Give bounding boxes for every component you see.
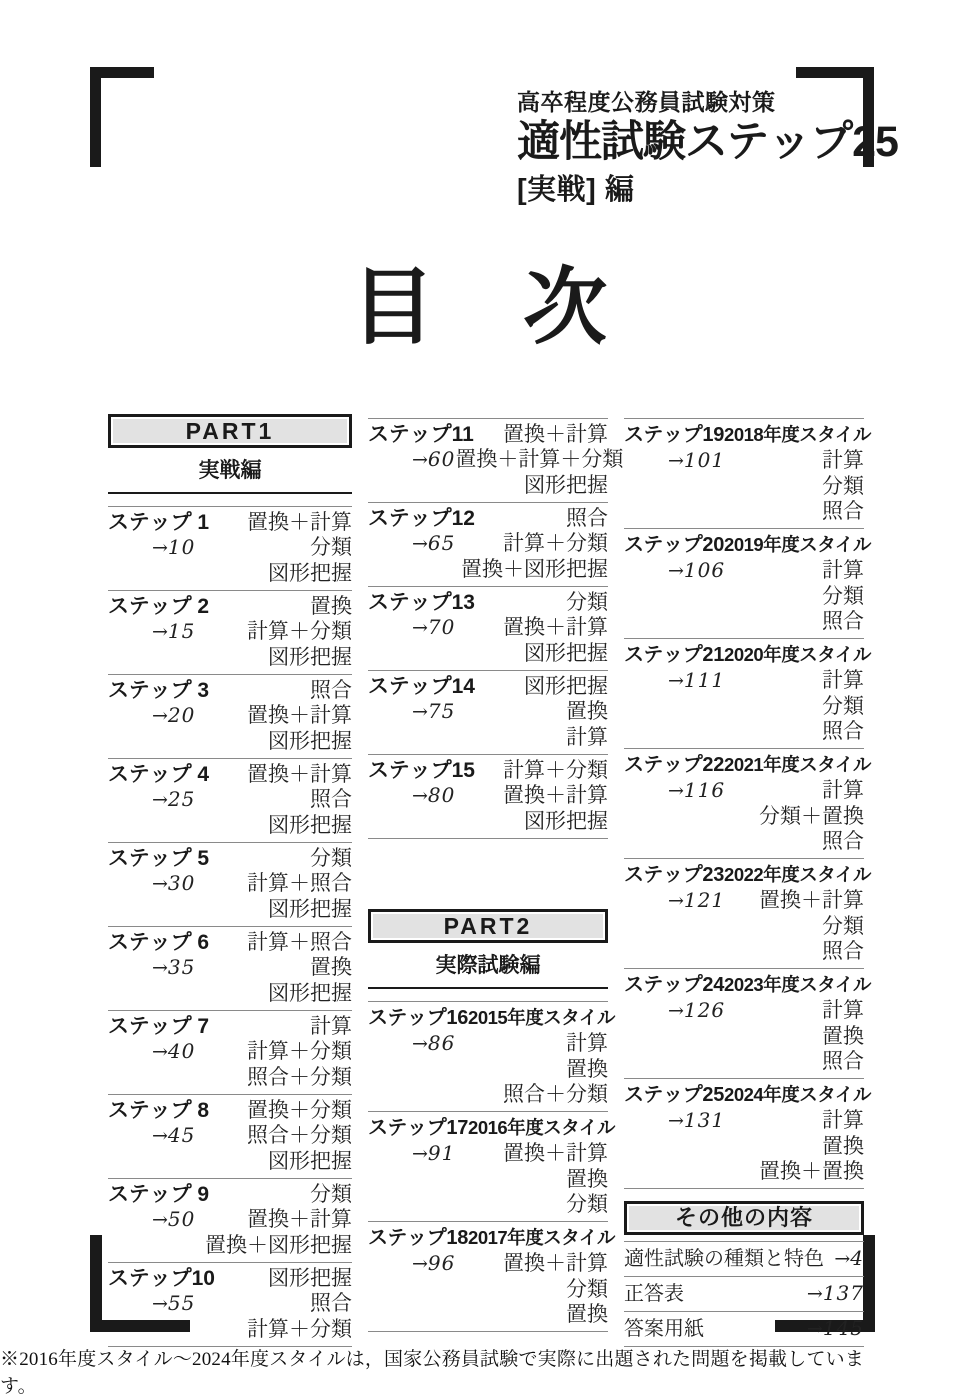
step-content: 図形把握 [268, 561, 352, 585]
other-item-sheets [624, 1311, 864, 1346]
other-item-answers [624, 1276, 864, 1311]
step-content: 分類 [822, 584, 864, 608]
step-content: 計算＋照合 [247, 871, 352, 895]
step-content: 分類 [310, 846, 352, 870]
arrow-icon: → [152, 1209, 168, 1231]
step-content: 置換 [822, 1134, 864, 1158]
arrow-icon: → [152, 1293, 168, 1315]
page-number: 30 [167, 871, 196, 895]
step-year-style: 2017年度スタイル [468, 1227, 615, 1248]
step-content: 照合 [310, 1291, 352, 1315]
step-list-mid [368, 418, 624, 839]
toc-step-13 [368, 586, 608, 670]
step-content: 計算 [310, 1014, 352, 1038]
step-content: 置換＋図形把握 [205, 1233, 352, 1257]
other-contents-list [624, 1241, 864, 1347]
toc-step-3 [108, 674, 352, 758]
step-content: 置換＋計算 [503, 1251, 608, 1275]
arrow-icon: → [412, 617, 428, 639]
step-content: 計算 [822, 558, 864, 582]
step-page-ref [668, 448, 725, 474]
toc-step-1 [108, 506, 352, 590]
arrow-icon: → [152, 621, 168, 643]
arrow-icon: → [152, 873, 168, 895]
book-title: 適性試験ステップ25 [517, 118, 898, 166]
step-content: 置換 [566, 699, 608, 723]
step-page-ref [412, 1141, 455, 1167]
step-content: 置換＋計算 [503, 783, 608, 807]
step-content: 計算＋分類 [503, 531, 608, 555]
step-year-style: 2022年度スタイル [724, 864, 871, 885]
step-content: 置換 [566, 1302, 608, 1326]
step-content: 置換＋置換 [759, 1159, 864, 1183]
step-page-ref [152, 1207, 195, 1233]
page-number: 75 [427, 699, 456, 723]
step-content: 計算＋分類 [247, 619, 352, 643]
step-content: 計算＋分類 [247, 1317, 352, 1341]
other-item-title: 適性試験の種類と特色 [624, 1248, 824, 1270]
arrow-icon: → [412, 449, 428, 471]
arrow-icon: → [668, 1000, 684, 1022]
page-number: 55 [167, 1291, 196, 1315]
arrow-icon: → [668, 890, 684, 912]
step-year-style: 2015年度スタイル [468, 1007, 615, 1028]
step-list-right [624, 418, 871, 1189]
page-number: 101 [683, 448, 726, 472]
step-page-ref [668, 558, 725, 584]
step-content: 計算 [822, 778, 864, 802]
step-label: ステップ 4 [108, 763, 210, 786]
step-content: 計算 [822, 1108, 864, 1132]
toc-step-4 [108, 758, 352, 842]
step-content: 分類 [566, 1277, 608, 1301]
step-content: 置換＋計算＋分類 [455, 447, 624, 471]
step-content: 分類 [310, 1182, 352, 1206]
step-content: 図形把握 [524, 674, 608, 698]
arrow-icon: → [152, 1041, 168, 1063]
step-page-ref [152, 1039, 195, 1065]
part1-name: 実戦編 [108, 454, 352, 494]
toc-step-16 [368, 1001, 615, 1111]
step-page-ref [152, 871, 195, 897]
step-page-ref [152, 787, 195, 813]
step-page-ref [668, 998, 725, 1024]
step-page-ref [412, 783, 455, 809]
step-year-style: 2023年度スタイル [724, 974, 871, 995]
page-number: 86 [427, 1031, 456, 1055]
step-content: 置換＋計算 [247, 1207, 352, 1231]
other-item-page-ref [807, 1316, 864, 1342]
step-content: 図形把握 [268, 645, 352, 669]
step-page-ref [668, 888, 725, 914]
step-page-ref [668, 1108, 725, 1134]
toc-step-2 [108, 590, 352, 674]
arrow-icon: → [412, 1253, 428, 1275]
page-number: 4 [850, 1246, 864, 1270]
step-label: ステップ 8 [108, 1099, 210, 1122]
step-page-ref [412, 615, 455, 641]
step-label: ステップ22 [624, 754, 725, 776]
arrow-icon: → [152, 789, 168, 811]
page-number: 70 [427, 615, 456, 639]
step-label: ステップ11 [368, 423, 474, 446]
step-content: 計算＋照合 [247, 930, 352, 954]
step-content: 照合 [822, 1049, 864, 1073]
step-page-ref [412, 699, 455, 725]
step-content: 照合 [310, 678, 352, 702]
step-content: 照合 [822, 829, 864, 853]
step-content: 置換＋計算 [247, 510, 352, 534]
step-content: 分類 [310, 535, 352, 559]
other-item-title: 答案用紙 [624, 1318, 704, 1340]
step-content: 計算＋分類 [503, 758, 608, 782]
toc-column-3 [624, 414, 871, 1347]
step-label: ステップ16 [368, 1007, 469, 1029]
step-content: 図形把握 [268, 897, 352, 921]
arrow-icon: → [412, 701, 428, 723]
toc-step-19 [624, 418, 871, 528]
step-content: 照合＋分類 [503, 1082, 608, 1106]
arrow-icon: → [834, 1248, 851, 1270]
page-title: 目 次 [350, 260, 609, 354]
toc-step-8 [108, 1094, 352, 1178]
step-content: 図形把握 [524, 473, 608, 497]
step-content: 照合 [310, 787, 352, 811]
other-contents-header: その他の内容 [624, 1201, 864, 1235]
step-label: ステップ25 [624, 1084, 725, 1106]
toc-step-20 [624, 528, 871, 638]
step-page-ref [412, 531, 455, 557]
arrow-icon: → [668, 1110, 684, 1132]
step-content: 照合＋分類 [247, 1123, 352, 1147]
toc-column-1 [108, 414, 352, 1347]
part1-header: PART1 [108, 414, 352, 448]
other-item-types [624, 1241, 864, 1276]
book-series: 高卒程度公務員試験対策 [517, 89, 776, 115]
step-label: ステップ 3 [108, 679, 210, 702]
step-label: ステップ14 [368, 675, 475, 698]
page-number: 10 [167, 535, 196, 559]
toc-step-6 [108, 926, 352, 1010]
arrow-icon: → [412, 1143, 428, 1165]
step-label: ステップ 9 [108, 1183, 210, 1206]
step-list-part1 [108, 506, 352, 1347]
step-content: 置換＋計算 [759, 888, 864, 912]
step-content: 置換 [310, 955, 352, 979]
toc-step-14 [368, 670, 608, 754]
toc-step-23 [624, 858, 871, 968]
step-content: 図形把握 [524, 641, 608, 665]
page-number: 65 [427, 531, 456, 555]
step-content: 照合 [822, 499, 864, 523]
step-page-ref [152, 1123, 195, 1149]
arrow-icon: → [412, 1033, 428, 1055]
other-item-page-ref [807, 1281, 864, 1307]
arrow-icon: → [668, 670, 684, 692]
page-number: 45 [167, 1123, 196, 1147]
step-list-part2 [368, 1001, 615, 1332]
step-label: ステップ 7 [108, 1015, 210, 1038]
step-content: 分類 [822, 914, 864, 938]
step-content: 図形把握 [268, 729, 352, 753]
step-content: 図形把握 [268, 813, 352, 837]
page-number: 15 [167, 619, 196, 643]
step-page-ref [152, 535, 195, 561]
other-item-title: 正答表 [624, 1283, 684, 1305]
page-number: 137 [822, 1281, 864, 1305]
step-content: 計算 [822, 668, 864, 692]
step-page-ref [152, 955, 195, 981]
step-year-style: 2024年度スタイル [724, 1084, 871, 1105]
step-content: 置換 [566, 1057, 608, 1081]
toc-step-15 [368, 754, 608, 838]
step-content: 置換 [822, 1024, 864, 1048]
page-number: 131 [683, 1108, 726, 1132]
page-number: 20 [167, 703, 196, 727]
page-number: 116 [683, 778, 726, 802]
step-content: 照合 [566, 506, 608, 530]
arrow-icon: → [806, 1283, 823, 1305]
step-label: ステップ24 [624, 974, 725, 996]
step-label: ステップ18 [368, 1227, 469, 1249]
arrow-icon: → [152, 705, 168, 727]
step-label: ステップ 2 [108, 595, 210, 618]
arrow-icon: → [412, 785, 428, 807]
toc-step-9 [108, 1178, 352, 1262]
step-label: ステップ 5 [108, 847, 210, 870]
page-number: 60 [427, 447, 456, 471]
other-item-page-ref [834, 1246, 864, 1272]
toc-step-24 [624, 968, 871, 1078]
step-content: 分類 [566, 590, 608, 614]
step-year-style: 2016年度スタイル [468, 1117, 615, 1138]
step-content: 分類 [566, 1192, 608, 1216]
step-content: 計算 [566, 725, 608, 749]
toc-columns [108, 414, 871, 1347]
arrow-icon: → [152, 537, 168, 559]
step-content: 照合 [822, 609, 864, 633]
step-content: 計算 [566, 1031, 608, 1055]
step-page-ref [152, 1291, 195, 1317]
step-content: 置換 [566, 1167, 608, 1191]
step-content: 分類 [822, 694, 864, 718]
step-page-ref [412, 1031, 455, 1057]
step-content: 図形把握 [268, 1266, 352, 1290]
step-content: 置換＋計算 [247, 703, 352, 727]
step-page-ref [152, 619, 195, 645]
corner-mark-top-left-icon [90, 67, 154, 167]
page-number: 121 [683, 888, 726, 912]
page-number: 106 [683, 558, 726, 582]
step-page-ref [412, 447, 455, 473]
step-content: 置換＋計算 [503, 422, 608, 446]
toc-step-21 [624, 638, 871, 748]
step-year-style: 2021年度スタイル [724, 754, 871, 775]
page-number: 96 [427, 1251, 456, 1275]
toc-step-7 [108, 1010, 352, 1094]
step-label: ステップ19 [624, 424, 725, 446]
step-content: 計算 [822, 998, 864, 1022]
arrow-icon: → [668, 780, 684, 802]
toc-step-18 [368, 1221, 615, 1331]
part2-header: PART2 [368, 909, 608, 943]
page-number: 35 [167, 955, 196, 979]
book-header [517, 84, 898, 208]
step-year-style: 2019年度スタイル [724, 534, 871, 555]
step-label: ステップ21 [624, 644, 725, 666]
step-content: 置換＋計算 [503, 1141, 608, 1165]
page-number: 145 [822, 1316, 864, 1340]
step-label: ステップ17 [368, 1117, 469, 1139]
page-number: 25 [167, 787, 196, 811]
step-content: 分類 [822, 474, 864, 498]
step-label: ステップ20 [624, 534, 725, 556]
book-subtitle: [実戦] 編 [517, 174, 635, 207]
page-number: 40 [167, 1039, 196, 1063]
page-number: 91 [427, 1141, 456, 1165]
toc-step-10 [108, 1262, 352, 1346]
page-number: 111 [683, 668, 726, 692]
part2-name: 実際試験編 [368, 949, 608, 989]
toc-step-11 [368, 418, 624, 502]
step-year-style: 2018年度スタイル [724, 424, 871, 445]
step-content: 照合 [822, 939, 864, 963]
step-content: 置換＋計算 [247, 762, 352, 786]
step-content: 図形把握 [268, 981, 352, 1005]
toc-step-12 [368, 502, 608, 586]
step-page-ref [412, 1251, 455, 1277]
toc-step-22 [624, 748, 871, 858]
arrow-icon: → [668, 450, 684, 472]
toc-step-5 [108, 842, 352, 926]
page-number: 80 [427, 783, 456, 807]
step-content: 置換＋計算 [503, 615, 608, 639]
step-content: 図形把握 [524, 809, 608, 833]
step-content: 置換 [310, 594, 352, 618]
step-content: 置換＋分類 [247, 1098, 352, 1122]
step-label: ステップ 1 [108, 511, 210, 534]
step-content: 計算＋分類 [247, 1039, 352, 1063]
step-year-style: 2020年度スタイル [724, 644, 871, 665]
step-label: ステップ15 [368, 759, 475, 782]
step-content: 分類＋置換 [759, 804, 864, 828]
page-number: 126 [683, 998, 726, 1022]
page-number: 50 [167, 1207, 196, 1231]
step-content: 置換＋図形把握 [461, 557, 608, 581]
step-content: 照合 [822, 719, 864, 743]
footnote: ※2016年度スタイル～2024年度スタイルは，国家公務員試験で実際に出題された問題を掲載しています。 [0, 1349, 865, 1395]
arrow-icon: → [806, 1318, 823, 1340]
toc-step-17 [368, 1111, 615, 1221]
step-label: ステップ13 [368, 591, 475, 614]
toc-column-2 [368, 414, 624, 1332]
step-page-ref [152, 703, 195, 729]
step-label: ステップ10 [108, 1267, 215, 1290]
step-label: ステップ 6 [108, 931, 210, 954]
step-content: 計算 [822, 448, 864, 472]
step-content: 図形把握 [268, 1149, 352, 1173]
arrow-icon: → [152, 1125, 168, 1147]
arrow-icon: → [668, 560, 684, 582]
toc-step-25 [624, 1078, 871, 1188]
arrow-icon: → [412, 533, 428, 555]
step-page-ref [668, 778, 725, 804]
arrow-icon: → [152, 957, 168, 979]
step-label: ステップ12 [368, 507, 475, 530]
step-label: ステップ23 [624, 864, 725, 886]
step-page-ref [668, 668, 725, 694]
step-content: 照合＋分類 [247, 1065, 352, 1089]
